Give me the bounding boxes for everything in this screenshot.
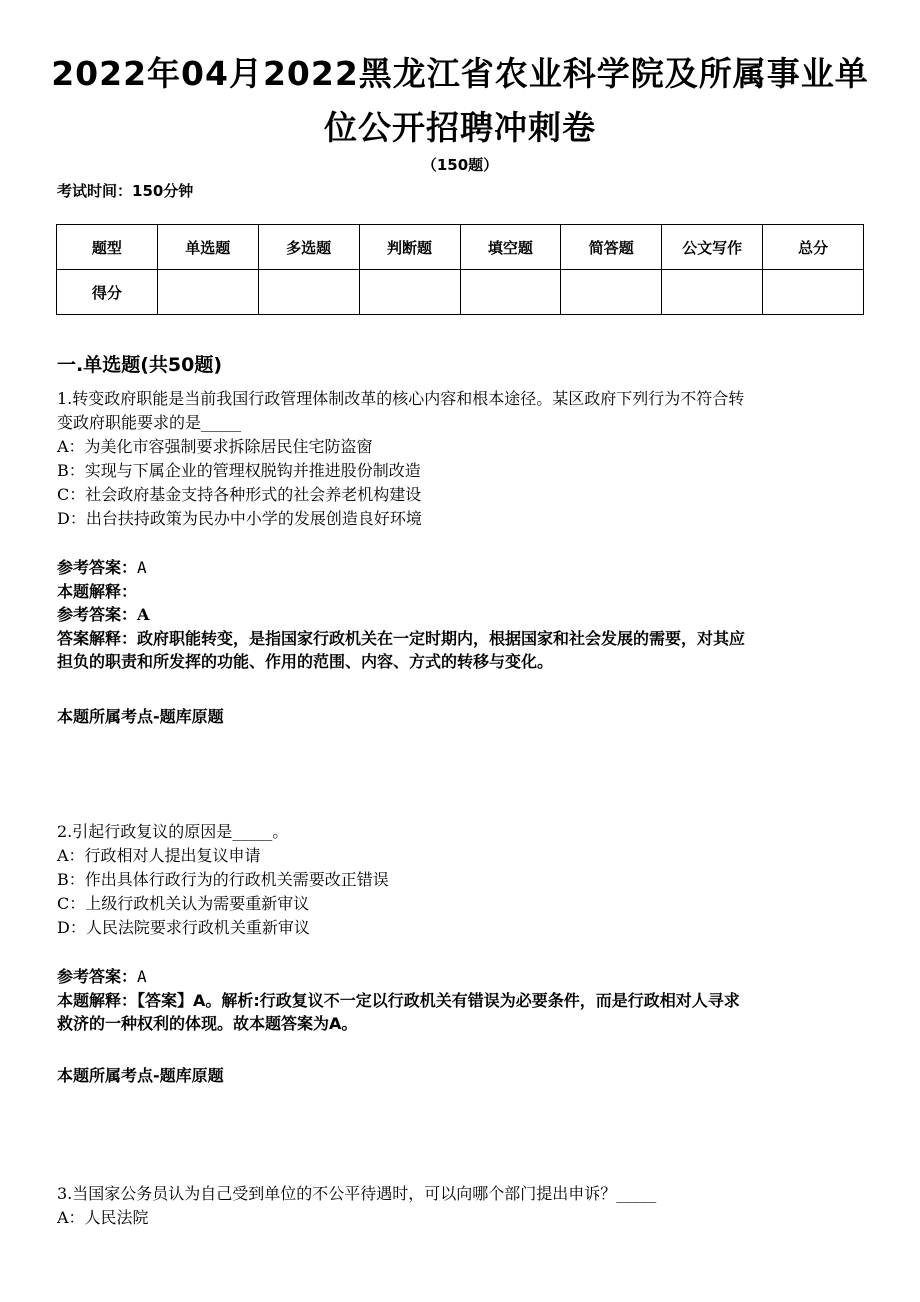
score-table	[56, 224, 864, 315]
ref-value: A	[137, 605, 150, 624]
score-header-cell: 简答题	[561, 225, 662, 270]
option-b: B：作出具体行政行为的行政机关需要改正错误	[57, 870, 389, 889]
score-header-cell: 公文写作	[662, 225, 763, 270]
option-c: C：社会政府基金支持各种形式的社会养老机构建设	[57, 485, 422, 504]
question-3	[57, 1182, 857, 1230]
score-cell	[561, 270, 662, 315]
doc-subtitle: （150题）	[421, 156, 499, 174]
score-row-label: 得分	[57, 270, 158, 315]
detail-text: 政府职能转变，是指国家行政机关在一定时期内，根据国家和社会发展的需要，对其应	[137, 628, 746, 648]
question-stem: 3.当国家公务员认为自己受到单位的不公平待遇时，可以向哪个部门提出申诉？_____	[57, 1184, 657, 1203]
answer-value: A	[137, 967, 147, 986]
explain-text: 【答案】A。解析:行政复议不一定以行政机关有错误为必要条件，而是行政相对人寻求	[137, 990, 740, 1010]
detail-text: 担负的职责和所发挥的功能、作用的范围、内容、方式的转移与变化。	[57, 652, 554, 671]
score-header-cell: 判断题	[359, 225, 460, 270]
question-stem: 变政府职能要求的是_____	[57, 413, 242, 432]
score-cell	[359, 270, 460, 315]
option-d: D：人民法院要求行政机关重新审议	[57, 918, 310, 937]
score-cell	[763, 270, 864, 315]
doc-title-line2: 位公开招聘冲刺卷	[324, 108, 596, 147]
score-table-header-row	[57, 225, 864, 270]
score-cell	[662, 270, 763, 315]
option-a: A：为美化市容强制要求拆除居民住宅防盗窗	[57, 437, 373, 456]
option-c: C：上级行政机关认为需要重新审议	[57, 894, 310, 913]
score-header-cell: 多选题	[258, 225, 359, 270]
answer-label: 参考答案：	[57, 558, 138, 577]
score-cell	[157, 270, 258, 315]
option-a: A：行政相对人提出复议申请	[57, 846, 261, 865]
score-cell	[258, 270, 359, 315]
ref-answer-line	[57, 603, 857, 627]
ref-label: 参考答案：	[57, 605, 138, 624]
option-d: D：出台扶持政策为民办中小学的发展创造良好环境	[57, 509, 422, 528]
detail-label: 答案解释：	[57, 628, 138, 648]
knowledge-point: 本题所属考点-题库原题	[57, 707, 224, 726]
doc-title-line1: 2022年04月2022黑龙江省农业科学院及所属事业单	[51, 54, 869, 93]
score-header-cell: 单选题	[157, 225, 258, 270]
knowledge-point: 本题所属考点-题库原题	[57, 1066, 224, 1085]
score-header-cell: 题型	[57, 225, 158, 270]
question-stem: 1.转变政府职能是当前我国行政管理体制改革的核心内容和根本途径。某区政府下列行为不符合转	[57, 389, 745, 408]
question-1	[57, 387, 857, 531]
answer-line	[57, 556, 857, 580]
answer-value: A	[137, 558, 147, 577]
explain-label: 本题解释：	[57, 581, 138, 601]
section-heading: 一.单选题(共50题)	[57, 354, 223, 376]
exam-time: 考试时间：150分钟	[57, 182, 194, 200]
question-stem: 2.引起行政复议的原因是_____。	[57, 822, 289, 841]
question-2	[57, 820, 857, 940]
score-header-cell: 填空题	[460, 225, 561, 270]
score-cell	[460, 270, 561, 315]
option-a: A：人民法院	[57, 1208, 149, 1227]
detail-line	[57, 627, 857, 651]
answer-block-2	[57, 965, 857, 1036]
answer-block-1	[57, 556, 857, 674]
explain-line	[57, 989, 857, 1013]
option-b: B：实现与下属企业的管理权脱钩并推进股份制改造	[57, 461, 421, 480]
score-table-score-row	[57, 270, 864, 315]
explain-text: 救济的一种权利的体现。故本题答案为A。	[57, 1014, 358, 1033]
answer-label: 参考答案：	[57, 967, 138, 986]
explain-label: 本题解释：	[57, 990, 138, 1010]
score-header-cell: 总分	[763, 225, 864, 270]
answer-line	[57, 965, 857, 989]
